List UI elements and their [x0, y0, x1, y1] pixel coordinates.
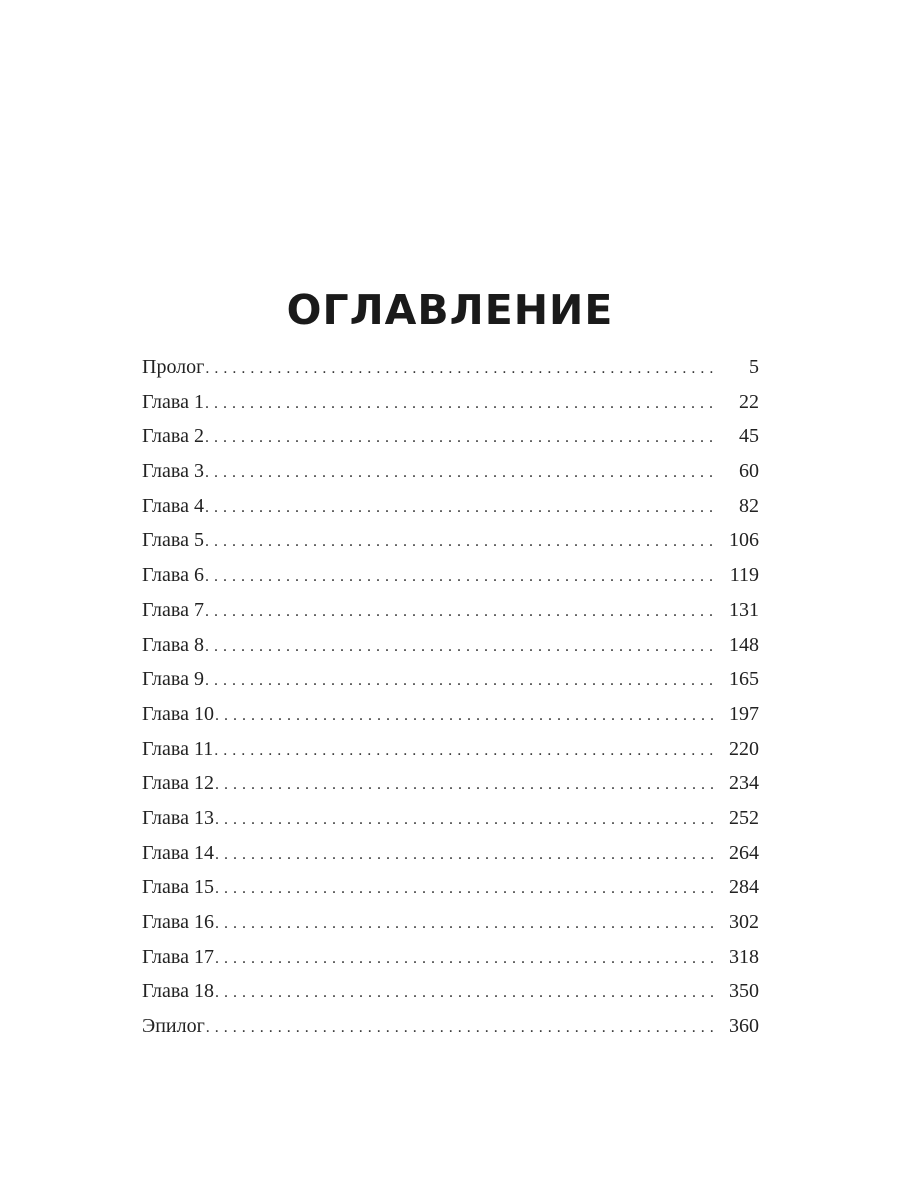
toc-entry-label: Глава 5 [142, 529, 204, 552]
toc-entry-chapter-17[interactable] [142, 942, 759, 977]
dot-leader [215, 770, 717, 800]
dot-leader [215, 701, 717, 731]
toc-entry-label: Глава 1 [142, 390, 204, 413]
toc-entry-chapter-3[interactable] [142, 456, 759, 491]
table-of-contents [142, 352, 759, 1046]
toc-entry-label: Глава 14 [142, 841, 214, 864]
toc-entry-page: 82 [739, 494, 759, 517]
toc-entry-label: Глава 9 [142, 668, 204, 691]
dot-leader [215, 909, 717, 939]
toc-entry-label: Глава 13 [142, 806, 214, 829]
page-title: ОГЛАВЛЕНИЕ [286, 286, 614, 335]
toc-entry-label: Эпилог [142, 1015, 205, 1038]
toc-entry-prologue[interactable] [142, 352, 759, 387]
toc-entry-page: 302 [729, 911, 759, 933]
toc-entry-page: 220 [729, 737, 759, 760]
toc-entry-page: 5 [749, 356, 759, 378]
toc-entry-page: 119 [729, 564, 759, 587]
toc-entry-chapter-12[interactable] [142, 768, 759, 803]
dot-leader [215, 874, 717, 904]
toc-entry-label: Глава 10 [142, 702, 214, 725]
dot-leader [205, 527, 717, 557]
toc-entry-page: 165 [729, 668, 759, 691]
toc-entry-label: Глава 4 [142, 494, 204, 517]
toc-entry-label: Глава 16 [142, 911, 214, 933]
toc-entry-page: 131 [729, 598, 759, 621]
dot-leader [206, 1013, 717, 1043]
dot-leader [205, 632, 717, 662]
toc-entry-label: Глава 6 [142, 564, 204, 587]
dot-leader [205, 389, 717, 419]
toc-entry-page: 106 [729, 529, 759, 552]
toc-entry-label: Глава 2 [142, 425, 204, 448]
toc-entry-page: 148 [729, 633, 759, 656]
toc-entry-label: Пролог [142, 356, 205, 378]
toc-entry-page: 234 [729, 772, 759, 795]
dot-leader [215, 978, 717, 1008]
toc-entry-chapter-2[interactable] [142, 421, 759, 456]
toc-entry-label: Глава 17 [142, 945, 214, 968]
dot-leader [205, 597, 717, 627]
toc-entry-chapter-7[interactable] [142, 595, 759, 630]
toc-entry-chapter-9[interactable] [142, 664, 759, 699]
dot-leader [214, 736, 717, 766]
dot-leader [205, 423, 717, 453]
toc-entry-chapter-15[interactable] [142, 872, 759, 907]
dot-leader [205, 562, 717, 592]
toc-entry-chapter-5[interactable] [142, 525, 759, 560]
toc-entry-page: 197 [729, 702, 759, 725]
toc-entry-chapter-4[interactable] [142, 491, 759, 526]
toc-entry-chapter-10[interactable] [142, 699, 759, 734]
toc-entry-label: Глава 15 [142, 876, 214, 899]
toc-entry-chapter-8[interactable] [142, 630, 759, 665]
dot-leader [205, 458, 717, 488]
dot-leader [205, 354, 717, 384]
toc-entry-page: 45 [739, 425, 759, 448]
toc-entry-chapter-11[interactable] [142, 734, 759, 769]
toc-entry-label: Глава 18 [142, 980, 214, 1003]
toc-entry-label: Глава 3 [142, 460, 204, 483]
toc-entry-page: 252 [729, 806, 759, 829]
dot-leader [215, 840, 717, 870]
toc-entry-label: Глава 7 [142, 598, 204, 621]
toc-entry-page: 318 [729, 945, 759, 968]
toc-entry-chapter-13[interactable] [142, 803, 759, 838]
toc-entry-label: Глава 8 [142, 633, 204, 656]
toc-entry-page: 350 [729, 980, 759, 1003]
toc-entry-chapter-16[interactable] [142, 907, 759, 942]
toc-entry-page: 360 [729, 1015, 759, 1038]
dot-leader [215, 944, 717, 974]
toc-entry-page: 264 [729, 841, 759, 864]
toc-entry-page: 60 [739, 460, 759, 483]
toc-entry-epilogue[interactable] [142, 1011, 759, 1046]
toc-entry-chapter-6[interactable] [142, 560, 759, 595]
toc-entry-label: Глава 11 [142, 737, 214, 760]
toc-entry-chapter-1[interactable] [142, 387, 759, 422]
toc-entry-chapter-18[interactable] [142, 976, 759, 1011]
dot-leader [215, 805, 717, 835]
dot-leader [205, 493, 717, 523]
toc-entry-label: Глава 12 [142, 772, 214, 795]
dot-leader [205, 666, 717, 696]
toc-entry-page: 284 [729, 876, 759, 899]
toc-entry-page: 22 [739, 390, 759, 413]
toc-entry-chapter-14[interactable] [142, 838, 759, 873]
